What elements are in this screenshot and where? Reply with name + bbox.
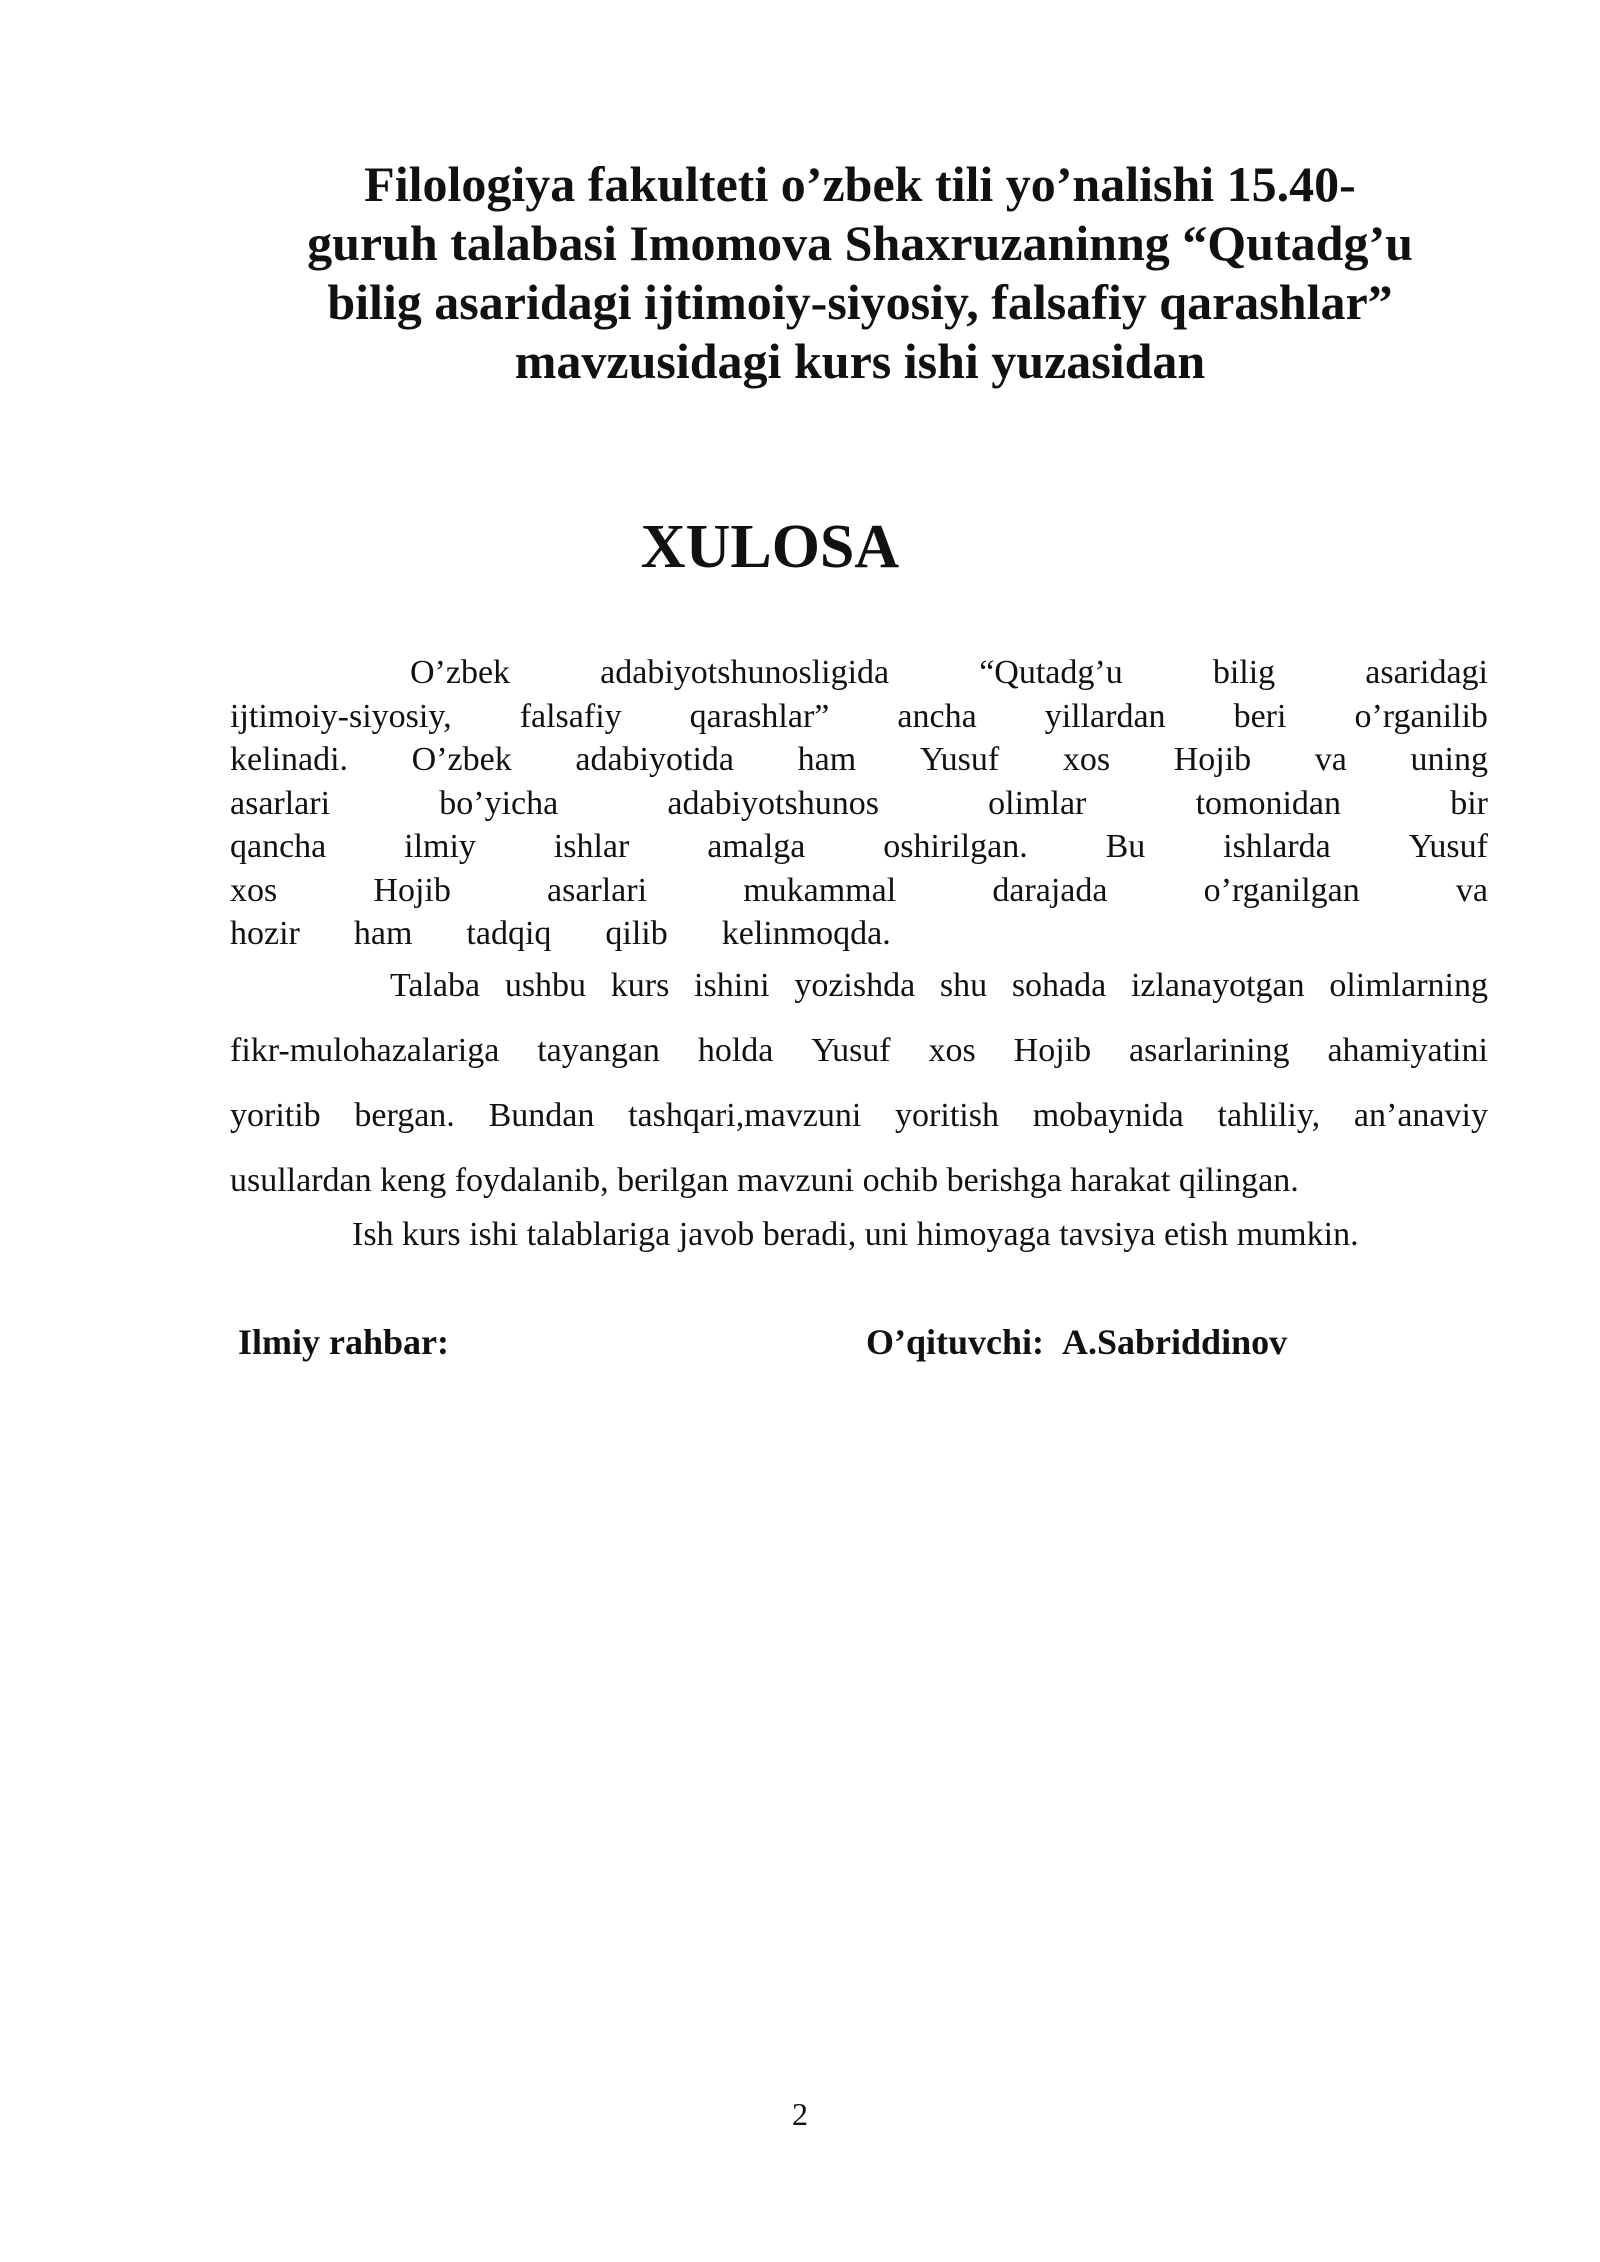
word: falsafiy [519, 697, 622, 735]
word: sohada [1011, 967, 1107, 1004]
word: kurs [610, 967, 670, 1004]
paragraph-1 [230, 651, 1488, 956]
text-line [230, 1018, 1488, 1083]
word: qarashlar” [689, 697, 830, 735]
word: qilib [605, 915, 668, 952]
word: mukammal [743, 871, 897, 909]
word: olimlarning [1329, 967, 1488, 1004]
word: xos [230, 871, 278, 909]
word: asarlari [547, 871, 648, 909]
word: asaridagi [1365, 654, 1488, 691]
page-number: 2 [792, 2096, 808, 2132]
word: tayangan [537, 1032, 660, 1069]
word: ijtimoiy-siyosiy, [230, 697, 452, 735]
word: tahliliy, [1217, 1097, 1321, 1134]
word: Hojib [1013, 1032, 1092, 1069]
word: ham [797, 741, 857, 778]
word: o’rganilib [1354, 697, 1488, 735]
word: asarlarining [1129, 1032, 1290, 1069]
word: ancha [897, 697, 977, 735]
word: ishini [694, 967, 770, 1004]
paragraph-3: Ish kurs ishi talablariga javob beradi, uni himoyaga tavsiya etish mumkin. [352, 1216, 1359, 1253]
word: yozishda [794, 967, 916, 1004]
word: yillardan [1044, 697, 1166, 735]
word: uning [1410, 741, 1488, 778]
text-line [230, 651, 1488, 695]
word: va [1455, 871, 1488, 909]
word: ishlarda [1223, 828, 1331, 865]
word: tomonidan [1195, 784, 1341, 822]
teacher-signature [866, 1320, 1287, 1364]
word: asarlari [230, 784, 331, 822]
word: mobaynida [1032, 1097, 1184, 1134]
word: adabiyotida [575, 741, 734, 778]
word: ushbu [504, 967, 587, 1004]
word: Bundan [488, 1097, 595, 1134]
word: ishlar [553, 828, 630, 865]
word: Talaba [390, 967, 481, 1004]
text-line [230, 912, 1488, 956]
word: holda [697, 1032, 774, 1069]
word: Hojib [1173, 741, 1252, 778]
paragraph-2 [230, 953, 1488, 1213]
word: oshirilgan. [883, 828, 1028, 865]
word: tadqiq [466, 915, 552, 952]
word: adabiyotshunos [667, 784, 879, 822]
word: amalga [707, 828, 806, 865]
word: usullardan keng foydalanib, berilgan mavzuni ochib berishga harakat qilingan. [230, 1162, 1299, 1199]
word: darajada [992, 871, 1108, 909]
text-line [230, 695, 1488, 739]
word: Bu [1105, 828, 1146, 865]
word: kelinadi. [230, 741, 349, 778]
word: O’zbek [411, 741, 512, 778]
word: qancha [230, 828, 327, 865]
text-line [230, 782, 1488, 826]
word: xos [928, 1032, 976, 1069]
document-title: XULOSA [640, 513, 900, 581]
word: bo’yicha [439, 784, 559, 822]
word: izlanayotgan [1130, 967, 1305, 1004]
word: an’anaviy [1353, 1097, 1488, 1134]
word: yoritish [895, 1097, 999, 1134]
word: beri [1233, 697, 1287, 735]
word: o’rganilgan [1203, 871, 1360, 909]
word: va [1314, 741, 1347, 778]
word: Yusuf [919, 741, 1000, 778]
word: Yusuf [811, 1032, 891, 1069]
word: bergan. [354, 1097, 455, 1134]
word: xos [1062, 741, 1111, 778]
text-line [230, 1083, 1488, 1148]
document-heading [230, 155, 1490, 391]
word: “Qutadg’u [979, 654, 1123, 691]
heading-line: bilig asaridagi ijtimoiy-siyosiy, falsafiy qarashlar” [327, 274, 1393, 330]
word: tashqari,mavzuni [628, 1097, 862, 1134]
supervisor-label: Ilmiy rahbar: [238, 1322, 449, 1362]
word: kelinmoqda. [721, 915, 891, 952]
word: shu [939, 967, 988, 1004]
text-line [230, 825, 1488, 869]
word: hozir [230, 915, 300, 952]
word: ham [353, 915, 413, 952]
word: fikr-mulohazalariga [230, 1032, 500, 1069]
word: adabiyotshunosligida [600, 654, 890, 691]
word: olimlar [988, 784, 1087, 822]
word: ahamiyatini [1327, 1032, 1488, 1069]
text-line [230, 953, 1488, 1018]
word: Hojib [373, 871, 451, 909]
word: bilig [1212, 654, 1276, 691]
word: O’zbek [410, 654, 511, 691]
heading-line: guruh talabasi Imomova Shaxruzaninng “Qutadg’u [307, 215, 1413, 271]
word: ilmiy [404, 828, 476, 865]
teacher-name: A.Sabriddinov [1062, 1322, 1288, 1362]
word: bir [1450, 784, 1488, 822]
teacher-label: O’qituvchi: [866, 1322, 1045, 1362]
text-line [230, 869, 1488, 913]
word: Yusuf [1408, 828, 1488, 865]
heading-line: Filologiya fakulteti o’zbek tili yo’nalishi 15.40- [364, 156, 1356, 212]
text-line [230, 738, 1488, 782]
text-line [230, 1148, 1488, 1213]
heading-line: mavzusidagi kurs ishi yuzasidan [514, 333, 1206, 389]
word: yoritib [230, 1097, 321, 1134]
